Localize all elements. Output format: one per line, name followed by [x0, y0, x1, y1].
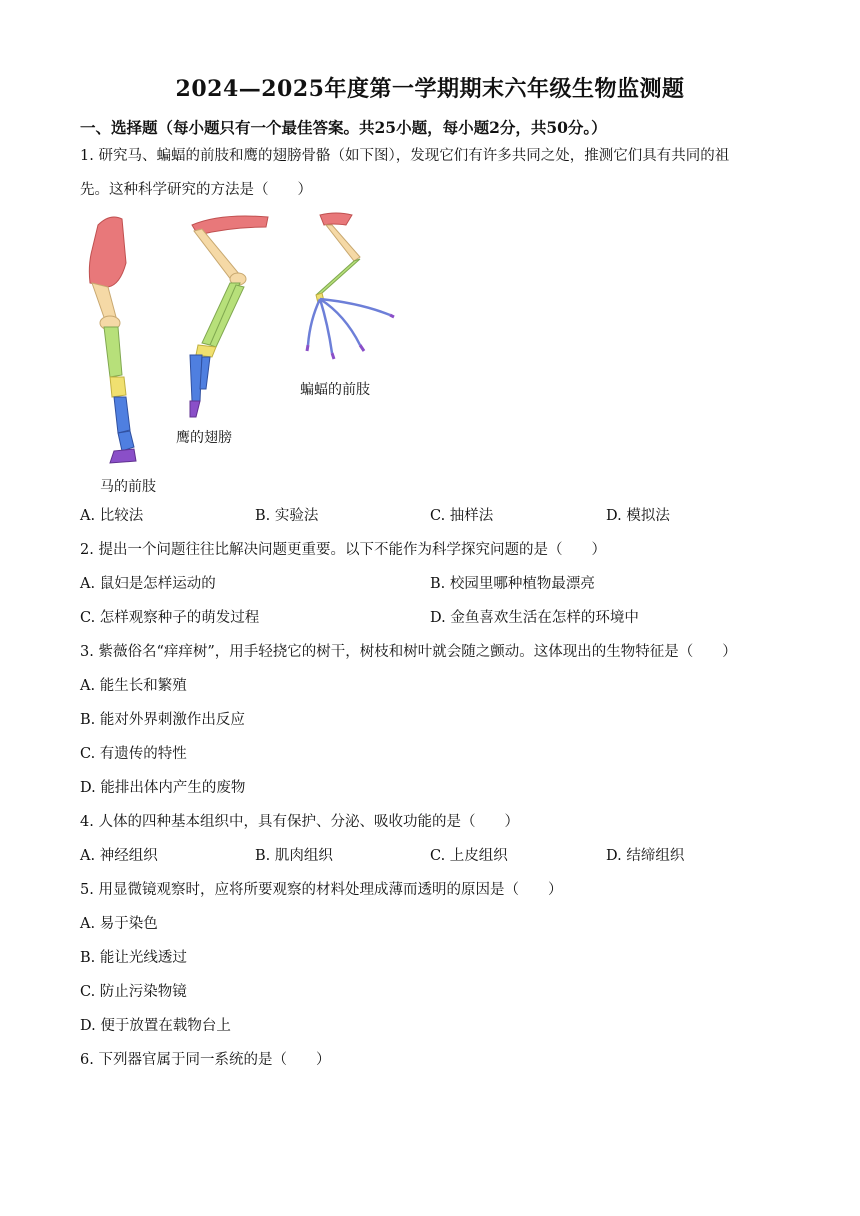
- q4-stem: 4. 人体的四种基本组织中，具有保护、分泌、吸收功能的是（ ）: [80, 814, 519, 830]
- q3-stem: 3. 紫薇俗名“痒痒树”，用手轻挠它的树干，树枝和树叶就会随之颤动。这体现出的生物特征是（ ）: [80, 644, 737, 660]
- q3-option-c[interactable]: C. 有遗传的特性: [80, 746, 187, 762]
- q3-option-a[interactable]: A. 能生长和繁殖: [80, 678, 187, 694]
- q1-option-b[interactable]: B. 实验法: [255, 508, 319, 524]
- q5-option-d[interactable]: D. 便于放置在载物台上: [80, 1018, 231, 1034]
- q6-stem: 6. 下列器官属于同一系统的是（ ）: [80, 1052, 331, 1068]
- forelimb-skeleton-figure: [70, 205, 410, 500]
- section-heading: 一、选择题（每小题只有一个最佳答案。共25小题，每小题2分，共50分。）: [80, 118, 607, 137]
- horse-forelimb-label: 马的前肢: [100, 479, 156, 495]
- q4-option-c[interactable]: C. 上皮组织: [430, 848, 508, 864]
- q1-stem-line-2: 先。这种科学研究的方法是（ ）: [80, 182, 312, 198]
- q1-stem-line-1: 1. 研究马、蝙蝠的前肢和鹰的翅膀骨骼（如下图），发现它们有许多共同之处，推测它们具有共同的祖: [80, 148, 730, 164]
- eagle-wing-image: [190, 216, 268, 417]
- q2-option-a[interactable]: A. 鼠妇是怎样运动的: [80, 576, 216, 592]
- q4-option-d[interactable]: D. 结缔组织: [606, 848, 685, 864]
- page-title: 2024—2025年度第一学期期末六年级生物监测题: [175, 76, 685, 102]
- q5-stem: 5. 用显微镜观察时，应将所要观察的材料处理成薄而透明的原因是（ ）: [80, 882, 563, 898]
- q2-stem: 2. 提出一个问题往往比解决问题更重要。以下不能作为科学探究问题的是（ ）: [80, 542, 606, 558]
- q4-option-b[interactable]: B. 肌肉组织: [255, 848, 333, 864]
- q2-option-d[interactable]: D. 金鱼喜欢生活在怎样的环境中: [430, 610, 639, 626]
- q5-option-b[interactable]: B. 能让光线透过: [80, 950, 187, 966]
- q3-option-d[interactable]: D. 能排出体内产生的废物: [80, 780, 246, 796]
- q1-option-a[interactable]: A. 比较法: [80, 508, 144, 524]
- eagle-wing-label: 鹰的翅膀: [176, 430, 232, 446]
- bat-forelimb-label: 蝙蝠的前肢: [300, 382, 370, 398]
- q4-option-a[interactable]: A. 神经组织: [80, 848, 158, 864]
- q1-option-c[interactable]: C. 抽样法: [430, 508, 494, 524]
- q2-option-c[interactable]: C. 怎样观察种子的萌发过程: [80, 610, 260, 626]
- bat-forelimb-image: [307, 213, 394, 359]
- horse-forelimb-image: [89, 217, 136, 463]
- q1-option-d[interactable]: D. 模拟法: [606, 508, 670, 524]
- q5-option-c[interactable]: C. 防止污染物镜: [80, 984, 187, 1000]
- q3-option-b[interactable]: B. 能对外界刺激作出反应: [80, 712, 245, 728]
- q2-option-b[interactable]: B. 校园里哪种植物最漂亮: [430, 576, 595, 592]
- q5-option-a[interactable]: A. 易于染色: [80, 916, 158, 932]
